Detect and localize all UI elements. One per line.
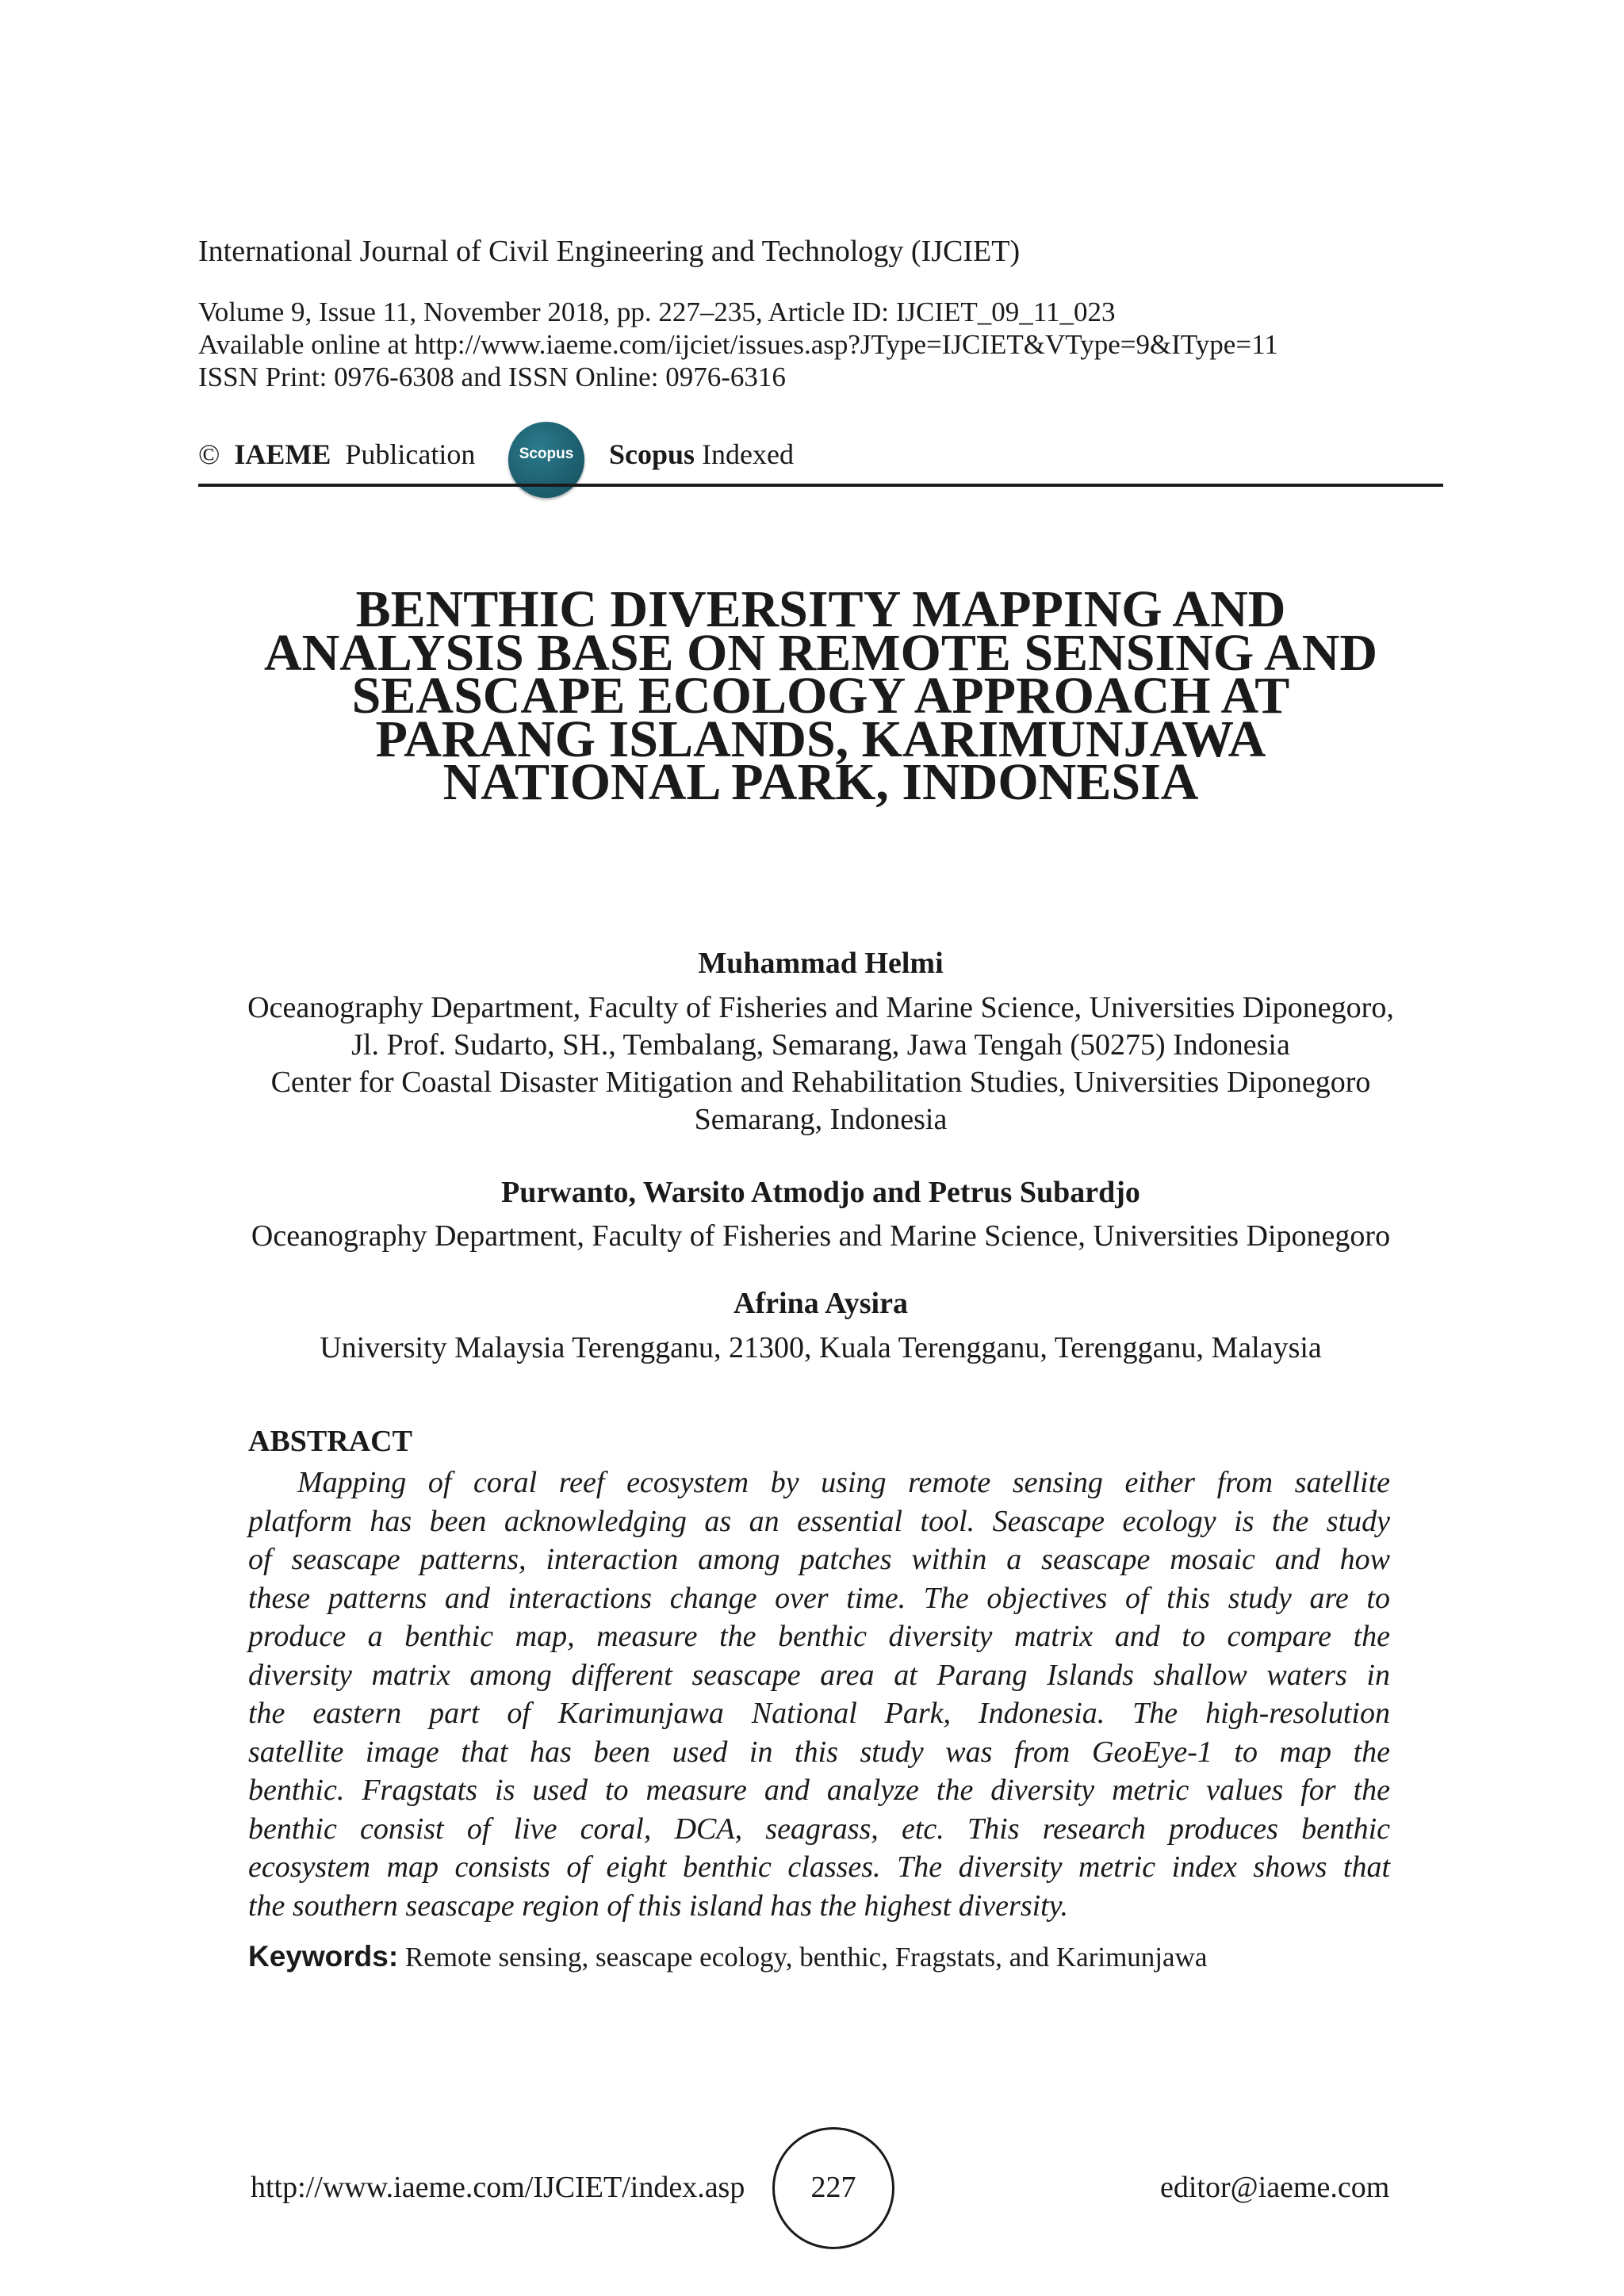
abstract-body [248,1464,1390,1925]
keywords [248,1940,1207,1973]
paper-title [198,580,1443,811]
journal-meta [198,296,1278,393]
publisher-row [198,422,1443,493]
keywords-text: Remote sensing, seascape ecology, benthic, Fragstats, and Karimunjawa [404,1942,1208,1973]
abstract-heading: ABSTRACT [248,1425,412,1458]
author-affiliation [159,989,1483,1138]
abstract-line: of seascape patterns, interaction among patches within a seascape mosaic and how [248,1543,1390,1576]
header-divider [198,484,1443,487]
affiliation-line: University Malaysia Terengganu, 21300, Kuala Terengganu, Terengganu, Malaysia [320,1331,1322,1364]
indexed-label: Indexed [702,438,795,470]
abstract-line: these patterns and interactions change over time. The objectives of this study are to [248,1581,1390,1615]
journal-name: International Journal of Civil Engineering and Technology (IJCIET) [198,235,1021,268]
author-affiliation [159,1218,1483,1255]
title-line: ANALYSIS BASE ON REMOTE SENSING AND [263,623,1378,682]
title-line: SEASCAPE ECOLOGY APPROACH AT [351,667,1290,725]
abstract-line: the eastern part of Karimunjawa National Park, Indonesia. The high-resolution [248,1697,1390,1730]
abstract-line: produce a benthic map, measure the benthic diversity matrix and to compare the [248,1620,1390,1653]
title-line: NATIONAL PARK, INDONESIA [442,753,1199,811]
affiliation-line: Oceanography Department, Faculty of Fisheries and Marine Science, Universities Diponegoro [251,1219,1391,1253]
page-number: 227 [810,2171,856,2204]
scopus-logo-text: Scopus [519,446,574,462]
abstract-line: diversity matrix among different seascape area at Parang Islands shallow waters in [248,1658,1390,1692]
abstract-line: benthic consist of live coral, DCA, seagrass, etc. This research produces benthic [248,1812,1390,1846]
author-name: Afrina Aysira [733,1287,908,1320]
publisher-name: IAEME [234,438,331,470]
volume-line: Volume 9, Issue 11, November 2018, pp. 227–235, Article ID: IJCIET_09_11_023 [198,297,1116,327]
title-line: PARANG ISLANDS, KARIMUNJAWA [375,710,1266,768]
abstract-line: the southern seascape region of this island has the highest diversity. [248,1888,1068,1923]
author-name: Muhammad Helmi [698,947,944,980]
footer-email-link[interactable]: editor@iaeme.com [1160,2171,1390,2204]
abstract-line: Mapping of coral reef ecosystem by using remote sensing either from satellite [297,1466,1390,1499]
keywords-label: Keywords: [248,1940,399,1973]
scopus-indexed-label [609,438,794,471]
publication-label: Publication [345,438,476,470]
affiliation-line: Jl. Prof. Sudarto, SH., Tembalang, Semarang, Jawa Tengah (50275) Indonesia [351,1028,1290,1062]
affiliation-line: Semarang, Indonesia [694,1103,948,1136]
publisher-credit [198,438,475,471]
copyright-icon: © [198,438,220,470]
abstract-line: ecosystem map consists of eight benthic classes. The diversity metric index shows that [248,1850,1390,1884]
author-name: Purwanto, Warsito Atmodjo and Petrus Subardjo [501,1176,1140,1209]
abstract-line: platform has been acknowledging as an essential tool. Seascape ecology is the study [248,1504,1390,1538]
issn-line: ISSN Print: 0976-6308 and ISSN Online: 0976-6316 [198,362,786,392]
affiliation-line: Center for Coastal Disaster Mitigation and Rehabilitation Studies, Universities Diponegoro [270,1066,1371,1099]
footer-url-link[interactable]: http://www.iaeme.com/IJCIET/index.asp [251,2171,745,2204]
abstract-line: satellite image that has been used in this study was from GeoEye-1 to map the [248,1735,1390,1769]
title-line: BENTHIC DIVERSITY MAPPING AND [355,580,1286,638]
author-affiliation [159,1330,1483,1367]
abstract-line: benthic. Fragstats is used to measure and analyze the diversity metric values for the [248,1774,1390,1807]
online-availability-line[interactable]: Available online at http://www.iaeme.com/ijciet/issues.asp?JType=IJCIET&VType=9&IType=11 [198,329,1278,360]
affiliation-line: Oceanography Department, Faculty of Fisheries and Marine Science, Universities Diponegoro, [247,991,1394,1024]
scopus-label: Scopus [609,438,695,470]
